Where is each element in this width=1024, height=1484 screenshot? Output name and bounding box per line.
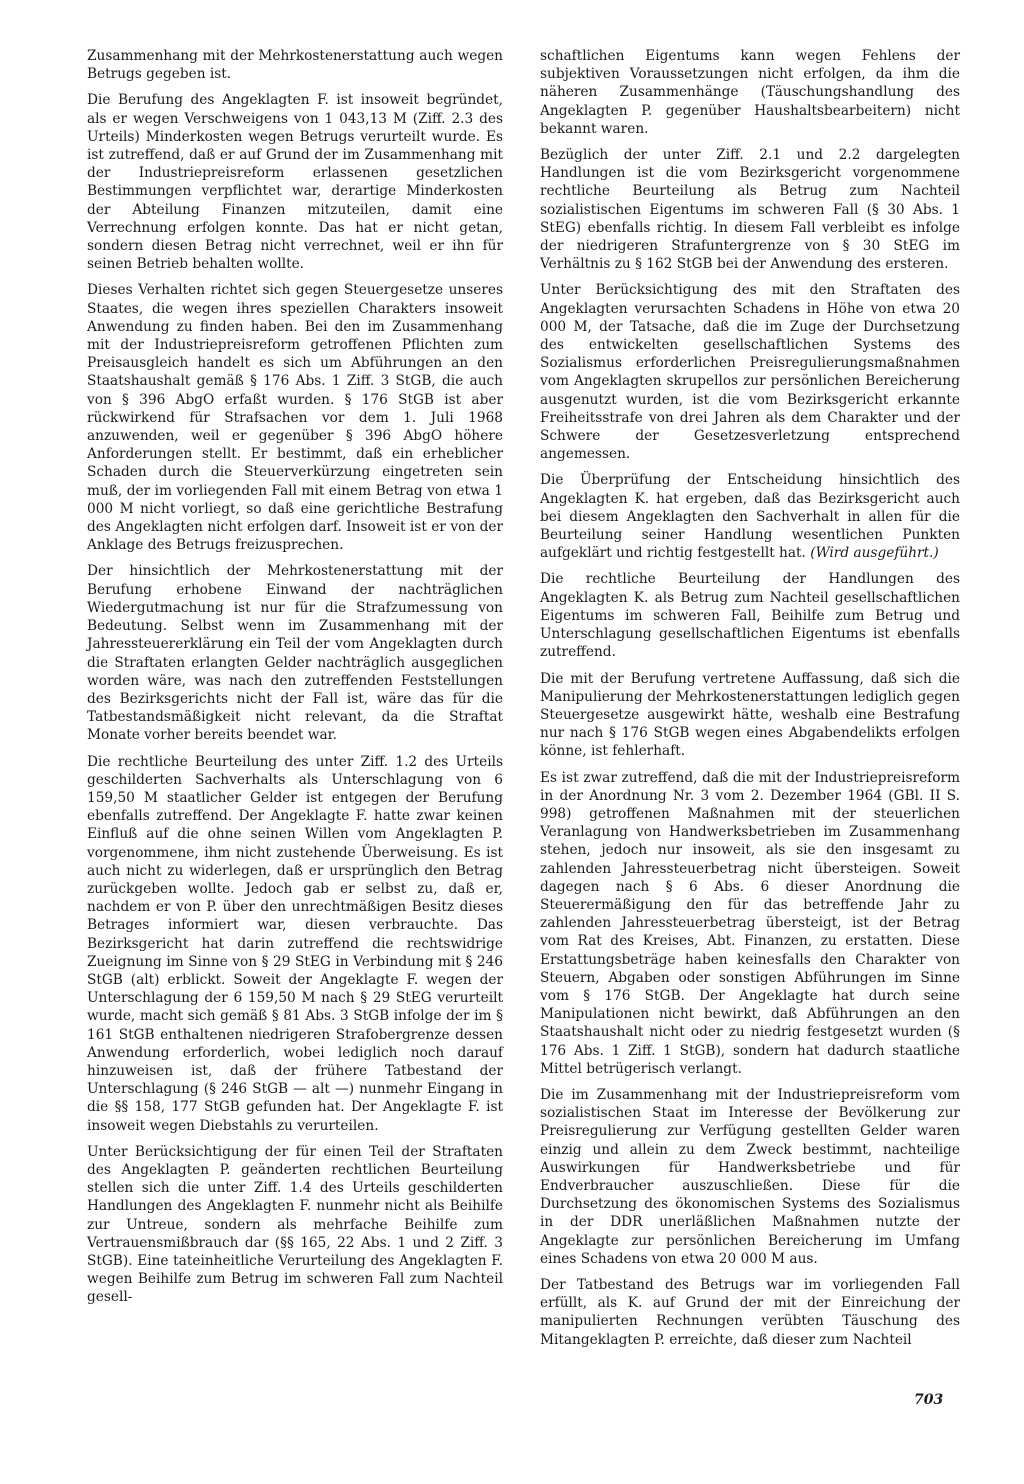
paragraph: Zusammenhang mit der Mehrkostenerstattung auch wegen Betrugs gegeben ist. (87, 48, 503, 83)
paragraph: Bezüglich der unter Ziff. 2.1 und 2.2 dargelegten Handlungen ist die vom Bezirksgericht vorgenommene rechtliche Beurteilung als Betrug zum Nachteil sozialistischen Eigentums im schweren Fall (§ 30 Abs. 1 StEG) ebenfalls richtig. In diesem Fall verbleibt es infolge der niedrigeren Strafuntergrenze von § 30 StEG im Verhältnis zu § 162 StGB bei der Anwendung des ersteren. (540, 147, 960, 273)
left-column (87, 47, 503, 1315)
page-number: 703 (914, 1392, 944, 1408)
paragraph: Es ist zwar zutreffend, daß die mit der Industriepreisreform in der Anordnung Nr. 3 vom 2. Dezember 1964 (GBl. II S. 998) getroffenen Maßnahmen mit der steuerlichen Veranlagung von Handwerksbetrieben im Zusammenhang stehen, jedoch nur insoweit, als sie den insgesamt zu zahlenden Jahressteuerbetrag nicht übersteigen. Soweit dagegen nach § 6 Abs. 6 dieser Anordnung die Steuerermäßigung den für das betreffende Jahr zu zahlenden Jahressteuerbetrag übersteigt, ist der Betrag vom Rat des Kreises, Abt. Finanzen, zu erstatten. Diese Erstattungsbeträge haben keinesfalls den Charakter von Steuern, Abgaben oder sonstigen Abführungen im Sinne vom § 176 StGB. Der Angeklagte hat durch seine Manipulationen nicht bewirkt, daß Abführungen an den Staatshaushalt nicht oder zu niedrig festgesetzt wurden (§ 176 Abs. 1 Ziff. 1 StGB), sondern hat dadurch staatliche Mittel betrügerisch verlangt. (540, 769, 960, 1077)
right-column (540, 47, 960, 1357)
paragraph: Die Berufung des Angeklagten F. ist insoweit begründet, als er wegen Verschweigens von 1 043,13 M (Ziff. 2.3 des Urteils) Minderkosten wegen Betrugs verurteilt wurde. Es ist zutreffend, daß er auf Grund der im Zusammenhang mit der Industriepreisreform erlassenen gesetzlichen Bestimmungen verpflichtet war, derartige Minderkosten der Abteilung Finanzen mitzuteilen, damit eine Verrechnung erfolgen konnte. Das hat er nicht getan, sondern diesen Betrag nicht verrechnet, weil er ihn für seinen Betrieb behalten wollte. (87, 92, 503, 273)
paragraph: Dieses Verhalten richtet sich gegen Steuergesetze unseres Staates, die wegen ihres speziellen Charakters insoweit Anwendung zu finden haben. Bei den im Zusammenhang mit der Industriepreisreform getroffenen Pflichten zum Preisausgleich handelt es sich um Abführungen an den Staatshaushalt gemäß § 176 Abs. 1 Ziff. 3 StGB, die auch von § 396 AbgO erfaßt wurden. § 176 StGB ist aber rückwirkend für Strafsachen vor dem 1. Juli 1968 anzuwenden, weil er gegenüber § 396 AbgO höhere Anforderungen stellt. Er bestimmt, daß ein erheblicher Schaden durch die Steuerverkürzung eingetreten sein muß, der im vorliegenden Fall mit einem Betrag von etwa 1 000 M nicht vorliegt, so daß eine gerichtliche Bestrafung des Angeklagten nicht erfolgen darf. Insoweit ist er von der Anklage des Betrugs freizusprechen. (87, 282, 503, 554)
paragraph: Der hinsichtlich der Mehrkostenerstattung mit der Berufung erhobene Einwand der nachträglichen Wiedergutmachung ist nur für die Strafzumessung von Bedeutung. Selbst wenn im Zusammenhang mit der Jahressteuererklärung ein Teil der vom Angeklagten durch die Straftaten erlangten Gelder nachträglich ausgeglichen worden wäre, was nach den zutreffenden Feststellungen des Bezirksgerichts nicht der Fall ist, wäre das für die Tatbestandsmäßigkeit nicht relevant, da die Straftat Monate vorher bereits beendet war. (87, 563, 503, 744)
paragraph: Die im Zusammenhang mit der Industriepreisreform vom sozialistischen Staat im Interesse der Bevölkerung zur Preisregulierung zur Verfügung gestellten Gelder waren einzig und allein zu dem Zweck bestimmt, nachteilige Auswirkungen für Handwerksbetriebe und für Endverbraucher auszuschließen. Diese für die Durchsetzung des ökonomischen Systems des Sozialismus in der DDR unerläßlichen Maßnahmen nutzte der Angeklagte zur persönlichen Bereicherung im Umfang eines Schadens von etwa 20 000 M aus. (540, 1086, 960, 1267)
paragraph: Die rechtliche Beurteilung der Handlungen des Angeklagten K. als Betrug zum Nachteil gesellschaftlichen Eigentums im schweren Fall, Beihilfe zum Betrug und Unterschlagung gesellschaftlichen Eigentums ist ebenfalls zutreffend. (540, 571, 960, 661)
paragraph: Der Tatbestand des Betrugs war im vorliegenden Fall erfüllt, als K. auf Grund der mit der Einreichung der manipulierten Rechnungen verübten Täuschung des Mitangeklagten P. erreichte, daß dieser zum Nachteil (540, 1277, 960, 1348)
paragraph: Unter Berücksichtigung der für einen Teil der Straftaten des Angeklagten P. geänderten rechtlichen Beurteilung stellen sich die unter Ziff. 1.4 des Urteils geschilderten Handlungen des Angeklagten F. nunmehr nicht als Beihilfe zur Untreue, sondern als mehrfache Beihilfe zum Vertrauensmißbrauch dar (§§ 165, 22 Abs. 1 und 2 Ziff. 3 StGB). Eine tateinheitliche Verurteilung des Angeklagten F. wegen Beihilfe zum Betrug im schweren Fall zum Nachteil gesell- (87, 1143, 503, 1306)
paragraph (540, 471, 960, 562)
paragraph: Unter Berücksichtigung des mit den Straftaten des Angeklagten verursachten Schadens in Höhe von etwa 20 000 M, der Tatsache, daß die im Zuge der Durchsetzung des entwickelten gesellschaftlichen Systems des Sozialismus erforderlichen Preisregulierungsmaßnahmen vom Angeklagten skrupellos zur persönlichen Bereicherung ausgenutzt wurden, ist die vom Bezirksgericht erkannte Freiheitsstrafe von drei Jahren als dem Charakter und der Schwere der Gesetzesverletzung entsprechend angemessen. (540, 282, 960, 463)
paragraph: schaftlichen Eigentums kann wegen Fehlens der subjektiven Voraussetzungen nicht erfolgen, da ihm die näheren Zusammenhänge (Täuschungshandlung des Angeklagten P. gegenüber Haushaltsbearbeitern) nicht bekannt waren. (540, 48, 960, 137)
paragraph: Die mit der Berufung vertretene Auffassung, daß sich die Manipulierung der Mehrkostenerstattungen lediglich gegen Steuergesetze ausgewirkt hätte, weshalb eine Bestrafung nur nach § 176 StGB wegen eines Abgabendelikts erfolgen könne, ist fehlerhaft. (540, 670, 960, 760)
paragraph: Die rechtliche Beurteilung des unter Ziff. 1.2 des Urteils geschilderten Sachverhalts als Unterschlagung von 6 159,50 M staatlicher Gelder ist entgegen der Berufung ebenfalls zutreffend. Der Angeklagte F. hatte zwar keinen Einfluß auf die ohne seinen Willen vom Angeklagten P. vorgenommene, ihm nicht zustehende Überweisung. Es ist auch nicht zu widerlegen, daß er ursprünglich den Betrag zurückgeben wollte. Jedoch gab er selbst zu, daß er, nachdem er von P. über den unrechtmäßigen Besitz dieses Betrages informiert war, diesen verbrauchte. Das Bezirksgericht hat darin zutreffend die rechtswidrige Zueignung im Sinne von § 29 StEG in Verbindung mit § 246 StGB (alt) erblickt. Soweit der Angeklagte F. wegen der Unterschlagung der 6 159,50 M nach § 29 StEG verurteilt wurde, macht sich gemäß § 81 Abs. 3 StGB infolge der im § 161 StGB enthaltenen niedrigeren Strafobergrenze dessen Anwendung erforderlich, wobei lediglich noch darauf hinzuweisen ist, daß der frühere Tatbestand der Unterschlagung (§ 246 StGB — alt —) nunmehr Eingang in die §§ 158, 177 StGB gefunden hat. Der Angeklagte F. ist insoweit wegen Diebstahls zu verurteilen. (87, 753, 503, 1134)
paragraph-text: Die Überprüfung der Entscheidung hinsichtlich des Angeklagten K. hat ergeben, daß das Bezirksgericht auch bei diesem Angeklagten den Sachverhalt in allen für die Beurteilung seiner Handlung wesentlichen Punkten aufgeklärt und richtig festgestellt hat. (540, 472, 960, 562)
omission-note: (Wird ausgeführt.) (810, 545, 939, 562)
